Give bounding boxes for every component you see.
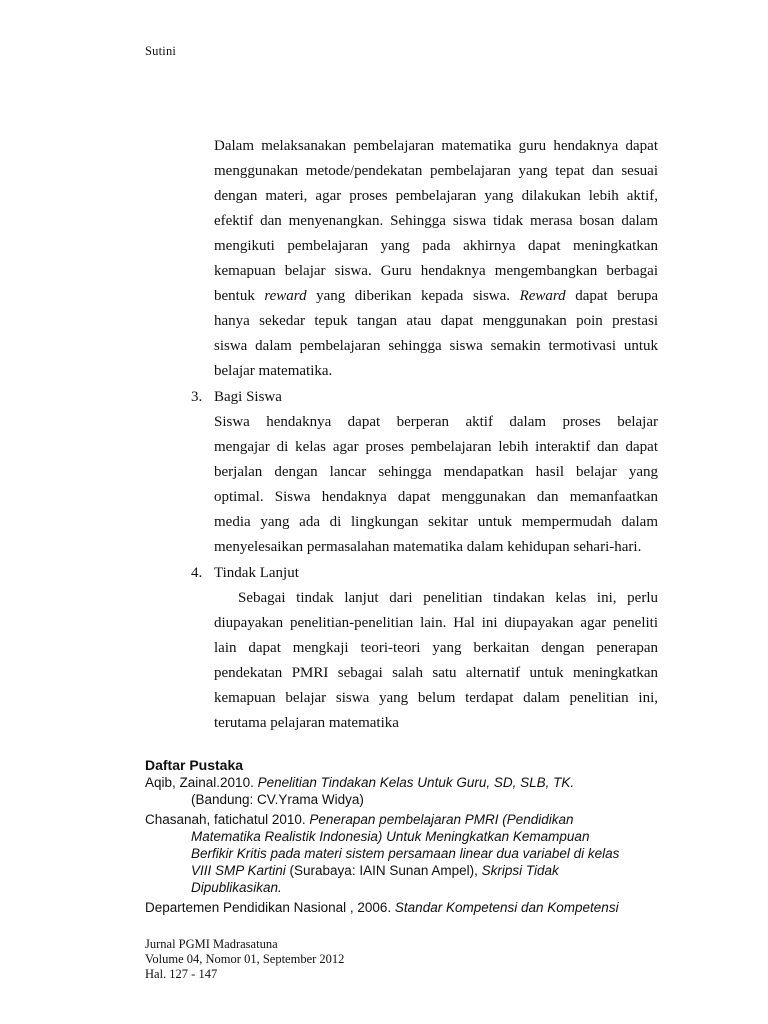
reference-entry: [145, 899, 665, 916]
text-line: siswa dalam pembelajaran sehingga siswa semakin termotivasi untuk: [214, 338, 658, 354]
paragraph-bagi-siswa: [214, 410, 658, 560]
running-head: Sutini: [145, 44, 177, 58]
text-line: dengan materi, agar proses pembelajaran yang dilakukan lebih aktif,: [214, 188, 658, 204]
text-line: pendekatan PMRI sebagai salah satu alternatif untuk meningkatkan: [214, 665, 658, 681]
text-line: media yang ada di lingkungan sekitar untuk mempermudah dalam: [214, 514, 658, 530]
journal-pages: Hal. 127 - 147: [145, 967, 218, 981]
text-line: mengikuti pembelajaran yang pada akhirnya dapat meningkatkan: [214, 238, 658, 254]
text-line: Sebagai tindak lanjut dari penelitian tindakan kelas ini, perlu: [238, 590, 658, 606]
ref-note-cont: [145, 879, 665, 896]
ref-title: Penelitian Tindakan Kelas Untuk Guru, SD, SLB, TK.: [257, 775, 575, 790]
reference-list: [145, 757, 665, 916]
paragraph-guru: [214, 134, 658, 384]
reference-entry: [145, 774, 665, 791]
text-run: bentuk: [214, 288, 265, 304]
ref-author: Chasanah, fatichatul 2010.: [145, 812, 310, 827]
ref-author: Aqib, Zainal.2010.: [145, 775, 258, 790]
ref-title: Penerapan pembelajaran PMRI (Pendidikan: [309, 812, 574, 827]
text-line: berjalan dengan lancar sehingga mendapatkan hasil belajar yang: [214, 464, 658, 480]
reference-entry: [145, 811, 665, 828]
text-line: lain dapat mengkaji teori-teori yang berkaitan dengan penerapan: [214, 640, 658, 656]
text-line: Siswa hendaknya dapat berperan aktif dalam proses belajar: [214, 414, 658, 430]
references-heading: Daftar Pustaka: [145, 757, 244, 773]
text-line: terutama pelajaran matematika: [214, 715, 399, 731]
section-title: Tindak Lanjut: [214, 565, 299, 581]
ref-publisher: (Surabaya: IAIN Sunan Ampel),: [285, 863, 482, 878]
text-line: kemapuan belajar siswa. Guru hendaknya mengembangkan berbagai: [214, 263, 658, 279]
text-run: yang diberikan kepada siswa.: [306, 288, 520, 304]
journal-volume: Volume 04, Nomor 01, September 2012: [145, 952, 345, 966]
section-heading-bagi-siswa: [0, 385, 768, 410]
section-heading-tindak-lanjut: [0, 561, 768, 586]
ref-title: Standar Kompetensi dan Kompetensi: [394, 900, 619, 915]
ref-note: Dipublikasikan.: [191, 880, 282, 895]
list-number: 3.: [191, 389, 203, 405]
ref-title: Matematika Realistik Indonesia) Untuk Meningkatkan Kemampuan: [191, 829, 590, 844]
text-line: diupayakan penelitian-penelitian lain. Hal ini diupayakan agar peneliti: [214, 615, 658, 631]
ref-author: Departemen Pendidikan Nasional , 2006.: [145, 900, 395, 915]
list-number: 4.: [191, 565, 203, 581]
ref-title: VIII SMP Kartini: [191, 863, 286, 878]
ref-title-cont: [145, 862, 665, 879]
italic-term: reward: [264, 288, 307, 304]
ref-title-cont: [145, 828, 665, 845]
text-run: dapat berupa: [565, 288, 659, 304]
text-line: mengajar di kelas agar proses pembelajaran lebih interaktif dan dapat: [214, 439, 658, 455]
italic-term: Reward: [519, 288, 566, 304]
text-line: hanya sekedar tepuk tangan atau dapat menggunakan poin prestasi: [214, 313, 658, 329]
text-line: Dalam melaksanakan pembelajaran matematika guru hendaknya dapat: [214, 138, 658, 154]
text-line: belajar matematika.: [214, 363, 333, 379]
text-line: kemapuan belajar siswa yang belum terdapat dalam penelitian ini,: [214, 690, 658, 706]
journal-name: Jurnal PGMI Madrasatuna: [145, 937, 278, 951]
text-line: menggunakan metode/pendekatan pembelajaran yang tepat dan sesuai: [214, 163, 658, 179]
text-line: [214, 284, 658, 309]
section-title: Bagi Siswa: [214, 389, 282, 405]
journal-footer: [145, 937, 344, 982]
text-line: menyelesaikan permasalahan matematika dalam kehidupan sehari-hari.: [214, 539, 642, 555]
text-line: efektif dan menyenangkan. Sehingga siswa tidak merasa bosan dalam: [214, 213, 658, 229]
ref-note: Skripsi Tidak: [481, 863, 559, 878]
ref-publisher: (Bandung: CV.Yrama Widya): [191, 792, 364, 807]
text-line: optimal. Siswa hendaknya dapat menggunakan dan memanfaatkan: [214, 489, 658, 505]
paragraph-tindak-lanjut: [214, 586, 658, 736]
ref-title-cont: [145, 845, 665, 862]
ref-title: Berfikir Kritis pada materi sistem persamaan linear dua variabel di kelas: [191, 846, 620, 861]
